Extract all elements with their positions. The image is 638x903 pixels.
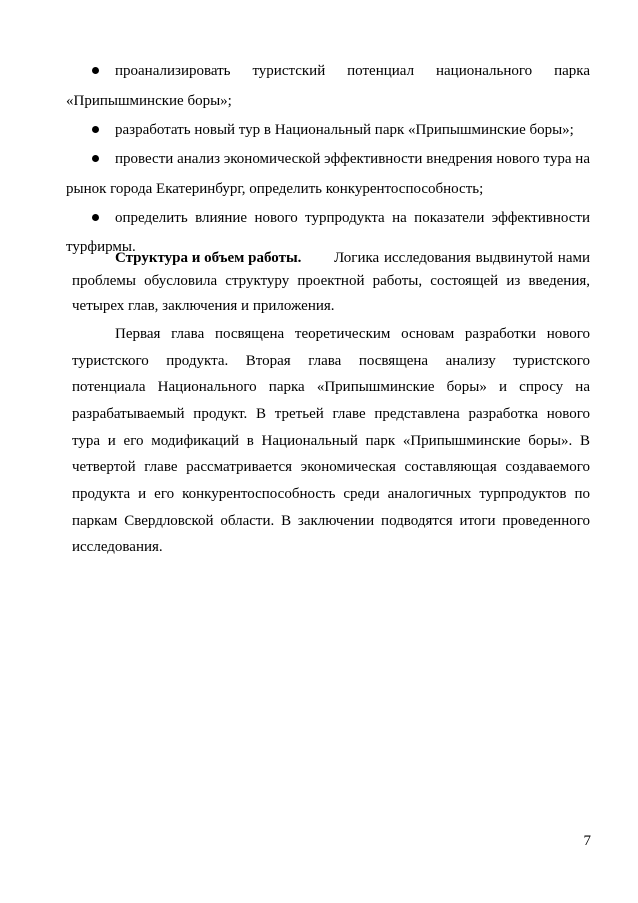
text-line: потенциала Национального парка «Припышминские боры» и спросу на [72,379,590,395]
text-line: продукта и его конкурентоспособность среди аналогичных турпродуктов по [72,486,590,502]
text-line: провести анализ экономической эффективности внедрения нового тура на [115,151,590,167]
section-heading: Структура и объем работы. [115,250,302,266]
text-line: разработать новый тур в Национальный парк «Припышминские боры»; [115,122,574,138]
text-line: Первая глава посвящена теоретическим основам разработки нового [115,326,590,342]
text-line: определить влияние нового турпродукта на показатели эффективности [115,210,590,226]
text-line: рынок города Екатеринбург, определить конкурентоспособность; [66,181,484,197]
text-line: туристского продукта. Вторая глава посвящена анализу туристского [72,353,590,369]
bullet-icon [92,62,100,70]
text-line: Логика исследования выдвинутой нами [334,250,590,266]
text-line: разрабатываемый продукт. В третьей главе представлена разработка нового [72,406,590,422]
bullet-icon [92,150,100,158]
text-line: тура и его модификаций в Национальный парк «Припышминские боры». В [72,433,590,449]
text-line: «Припышминские боры»; [66,93,232,109]
text-line: паркам Свердловской области. В заключении подводятся итоги проведенного [72,513,590,529]
bullet-icon [92,209,100,217]
text-line: исследования. [72,539,163,555]
text-line: турфирмы. [66,239,136,255]
text-line: проблемы обусловила структуру проектной работы, состоящей из введения, [72,273,590,289]
bullet-icon [92,121,100,129]
text-line: проанализировать туристский потенциал национального парка [115,63,590,79]
text-line: четырех глав, заключения и приложения. [72,298,335,314]
page-number: 7 [583,833,591,849]
text-line: четвертой главе рассматривается экономическая составляющая создаваемого [72,459,590,475]
